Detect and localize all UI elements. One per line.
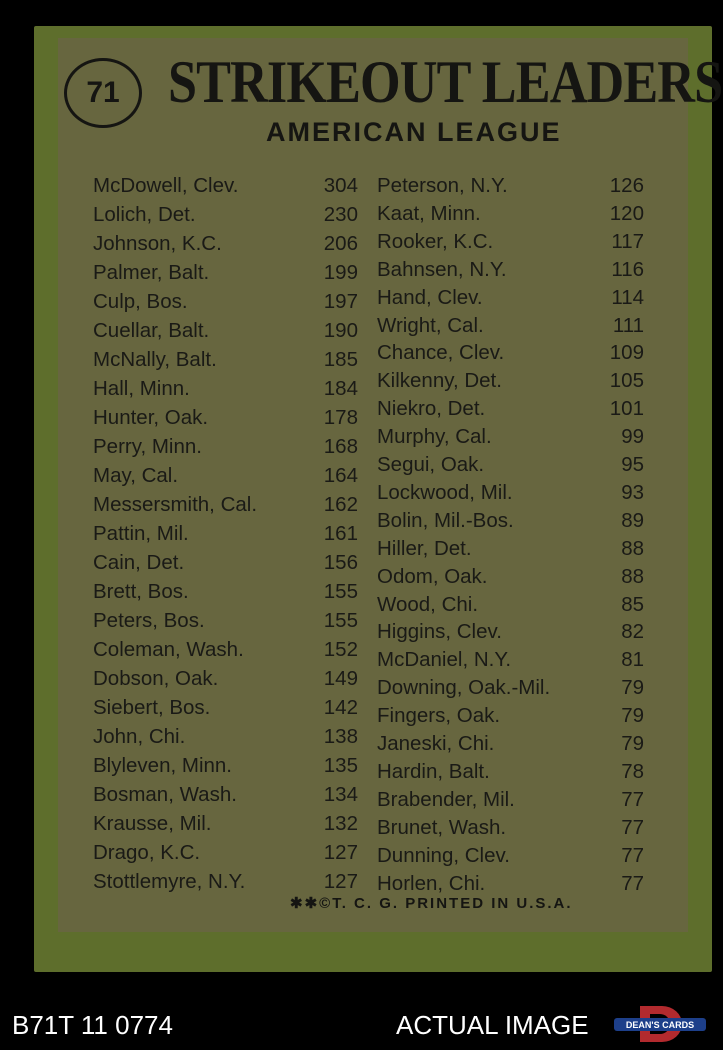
strikeout-count: 101 bbox=[609, 397, 644, 421]
strikeout-count: 127 bbox=[323, 870, 358, 893]
strikeout-count: 127 bbox=[323, 841, 358, 864]
player-name: Hunter, Oak. bbox=[93, 406, 209, 429]
player-name: Segui, Oak. bbox=[377, 453, 485, 476]
strikeout-count: 82 bbox=[621, 620, 644, 644]
actual-image-label: ACTUAL IMAGE bbox=[396, 1010, 589, 1040]
player-name: John, Chi. bbox=[93, 725, 186, 748]
strikeout-count: 162 bbox=[323, 493, 358, 516]
strikeout-count: 77 bbox=[621, 871, 644, 895]
strikeout-count: 184 bbox=[323, 377, 358, 400]
strikeout-count: 168 bbox=[323, 435, 358, 458]
strikeout-count: 114 bbox=[611, 285, 644, 309]
strikeout-count: 185 bbox=[323, 348, 358, 371]
strikeout-count: 79 bbox=[621, 704, 644, 728]
leader-row bbox=[93, 317, 358, 345]
strikeout-count: 178 bbox=[323, 406, 358, 429]
player-name: Blyleven, Minn. bbox=[93, 754, 233, 777]
leader-row bbox=[93, 201, 358, 229]
strikeout-count: 134 bbox=[323, 783, 358, 806]
leader-row bbox=[377, 702, 644, 730]
player-name: Cain, Det. bbox=[93, 551, 185, 574]
player-name: Lolich, Det. bbox=[93, 203, 196, 226]
leader-row bbox=[377, 535, 644, 563]
leader-row bbox=[93, 607, 358, 635]
player-name: Fingers, Oak. bbox=[377, 704, 501, 728]
strikeout-count: 142 bbox=[323, 696, 358, 719]
leader-row bbox=[377, 200, 644, 228]
leader-row bbox=[377, 674, 644, 702]
leader-row bbox=[93, 723, 358, 751]
player-name: Bosman, Wash. bbox=[93, 783, 237, 806]
player-name: Palmer, Balt. bbox=[93, 261, 210, 284]
player-name: Rooker, K.C. bbox=[377, 229, 494, 253]
leader-row bbox=[93, 839, 358, 867]
leader-row bbox=[377, 479, 644, 507]
card-title: STRIKEOUT LEADERS bbox=[168, 49, 723, 115]
leader-row bbox=[377, 730, 644, 758]
leader-row bbox=[377, 395, 644, 423]
leader-row bbox=[377, 618, 644, 646]
leader-row bbox=[377, 563, 644, 591]
leader-row bbox=[377, 451, 644, 479]
player-name: Stottlemyre, N.Y. bbox=[93, 870, 246, 893]
player-name: Peterson, N.Y. bbox=[377, 174, 508, 197]
strikeout-count: 132 bbox=[323, 812, 358, 835]
leader-row bbox=[93, 375, 358, 403]
player-name: Johnson, K.C. bbox=[93, 232, 222, 255]
player-name: Kaat, Minn. bbox=[377, 201, 481, 225]
leader-row bbox=[93, 520, 358, 548]
player-name: Pattin, Mil. bbox=[93, 522, 189, 545]
strikeout-count: 77 bbox=[621, 815, 644, 839]
strikeout-count: 79 bbox=[621, 732, 644, 755]
strikeout-count: 304 bbox=[323, 174, 358, 197]
strikeout-count: 149 bbox=[323, 667, 358, 690]
player-name: Krausse, Mil. bbox=[93, 812, 212, 835]
player-name: Drago, K.C. bbox=[93, 841, 201, 864]
leader-row bbox=[377, 256, 644, 284]
leader-row bbox=[377, 786, 644, 814]
strikeout-count: 105 bbox=[609, 369, 644, 393]
player-name: Brett, Bos. bbox=[93, 580, 189, 603]
strikeout-count: 116 bbox=[611, 257, 644, 281]
player-name: Chance, Clev. bbox=[377, 341, 505, 365]
strikeout-count: 152 bbox=[323, 638, 358, 661]
player-name: Culp, Bos. bbox=[93, 290, 188, 313]
player-name: Bolin, Mil.-Bos. bbox=[377, 508, 514, 532]
leader-row bbox=[93, 172, 358, 200]
player-name: Coleman, Wash. bbox=[93, 638, 244, 661]
leader-row bbox=[377, 646, 644, 674]
strikeout-count: 111 bbox=[612, 313, 644, 337]
player-name: Cuellar, Balt. bbox=[93, 319, 210, 342]
strikeout-count: 88 bbox=[621, 536, 644, 560]
player-name: Horlen, Chi. bbox=[377, 871, 486, 895]
leader-row bbox=[93, 462, 358, 490]
player-name: McNally, Balt. bbox=[93, 348, 217, 371]
leader-row bbox=[377, 284, 644, 312]
leader-row bbox=[93, 549, 358, 577]
strikeout-count: 95 bbox=[621, 453, 644, 476]
leader-row bbox=[93, 636, 358, 664]
leader-row bbox=[93, 752, 358, 780]
strikeout-count: 77 bbox=[621, 843, 644, 867]
leader-row bbox=[93, 404, 358, 432]
strikeout-count: 197 bbox=[323, 290, 358, 313]
player-name: Hardin, Balt. bbox=[377, 759, 490, 783]
strikeout-count: 230 bbox=[323, 203, 358, 226]
leader-row bbox=[93, 288, 358, 316]
strikeout-count: 85 bbox=[621, 592, 644, 616]
player-name: Perry, Minn. bbox=[93, 435, 202, 458]
leader-row bbox=[93, 346, 358, 374]
leader-row bbox=[93, 810, 358, 838]
player-name: Lockwood, Mil. bbox=[377, 480, 513, 504]
copyright-line: ✱✱©T. C. G. PRINTED IN U.S.A. bbox=[290, 895, 573, 912]
leader-row bbox=[93, 491, 358, 519]
strikeout-count: 199 bbox=[323, 261, 358, 284]
player-name: Janeski, Chi. bbox=[377, 732, 495, 755]
logo-text: DEAN'S CARDS bbox=[625, 1020, 695, 1030]
player-name: Hall, Minn. bbox=[93, 377, 190, 400]
player-name: Murphy, Cal. bbox=[377, 425, 492, 449]
strikeout-count: 79 bbox=[621, 676, 644, 700]
strikeout-count: 93 bbox=[621, 480, 644, 504]
player-name: Siebert, Bos. bbox=[93, 696, 211, 719]
leader-row bbox=[93, 259, 358, 287]
leader-row bbox=[377, 758, 644, 786]
player-name: McDowell, Clev. bbox=[93, 174, 239, 197]
leader-row bbox=[93, 868, 358, 896]
strikeout-count: 138 bbox=[323, 725, 358, 748]
strikeout-count: 164 bbox=[323, 464, 358, 487]
leader-row bbox=[377, 172, 644, 200]
player-name: Brabender, Mil. bbox=[377, 787, 515, 811]
inventory-code: B71T 11 0774 bbox=[12, 1010, 173, 1040]
player-name: Kilkenny, Det. bbox=[377, 369, 502, 393]
player-name: Messersmith, Cal. bbox=[93, 493, 258, 516]
card-number: 71 bbox=[64, 58, 142, 128]
leader-row bbox=[377, 423, 644, 451]
leader-row bbox=[377, 591, 644, 619]
strikeout-count: 88 bbox=[621, 564, 644, 588]
leader-row bbox=[377, 367, 644, 395]
player-name: Odom, Oak. bbox=[377, 564, 488, 588]
player-name: Bahnsen, N.Y. bbox=[377, 257, 507, 281]
strikeout-count: 161 bbox=[323, 522, 358, 545]
player-name: McDaniel, N.Y. bbox=[377, 648, 512, 672]
strikeout-count: 78 bbox=[621, 759, 644, 783]
leader-row bbox=[377, 507, 644, 535]
strikeout-count: 135 bbox=[323, 754, 358, 777]
leader-row bbox=[377, 842, 644, 870]
strikeout-count: 190 bbox=[323, 319, 358, 342]
player-name: Downing, Oak.-Mil. bbox=[377, 676, 551, 700]
strikeout-count: 99 bbox=[621, 425, 644, 449]
leader-row bbox=[93, 578, 358, 606]
strikeout-count: 120 bbox=[609, 201, 644, 225]
player-name: Niekro, Det. bbox=[377, 397, 486, 421]
player-name: Higgins, Clev. bbox=[377, 620, 502, 644]
player-name: May, Cal. bbox=[93, 464, 179, 487]
card-subtitle: AMERICAN LEAGUE bbox=[266, 117, 562, 147]
leader-row bbox=[93, 230, 358, 258]
leader-row bbox=[377, 228, 644, 256]
strikeout-count: 109 bbox=[609, 341, 644, 365]
leader-row bbox=[93, 781, 358, 809]
leader-row bbox=[377, 814, 644, 842]
leader-row bbox=[93, 694, 358, 722]
strikeout-count: 206 bbox=[323, 232, 358, 255]
strikeout-count: 156 bbox=[323, 551, 358, 574]
player-name: Dobson, Oak. bbox=[93, 667, 219, 690]
player-name: Hiller, Det. bbox=[377, 536, 472, 560]
player-name: Hand, Clev. bbox=[377, 285, 483, 309]
strikeout-count: 155 bbox=[323, 609, 358, 632]
strikeout-count: 117 bbox=[611, 229, 644, 253]
leader-row bbox=[377, 339, 644, 367]
leader-row bbox=[377, 312, 644, 340]
player-name: Dunning, Clev. bbox=[377, 843, 510, 867]
player-name: Brunet, Wash. bbox=[377, 815, 507, 839]
player-name: Wright, Cal. bbox=[377, 313, 484, 337]
player-name: Wood, Chi. bbox=[377, 592, 479, 616]
leader-row bbox=[93, 665, 358, 693]
deans-cards-logo bbox=[610, 1004, 710, 1044]
player-name: Peters, Bos. bbox=[93, 609, 205, 632]
strikeout-count: 81 bbox=[621, 648, 644, 672]
strikeout-count: 77 bbox=[621, 787, 644, 811]
strikeout-count: 89 bbox=[621, 508, 644, 532]
strikeout-count: 155 bbox=[323, 580, 358, 603]
strikeout-count: 126 bbox=[609, 174, 644, 197]
leader-row bbox=[93, 433, 358, 461]
